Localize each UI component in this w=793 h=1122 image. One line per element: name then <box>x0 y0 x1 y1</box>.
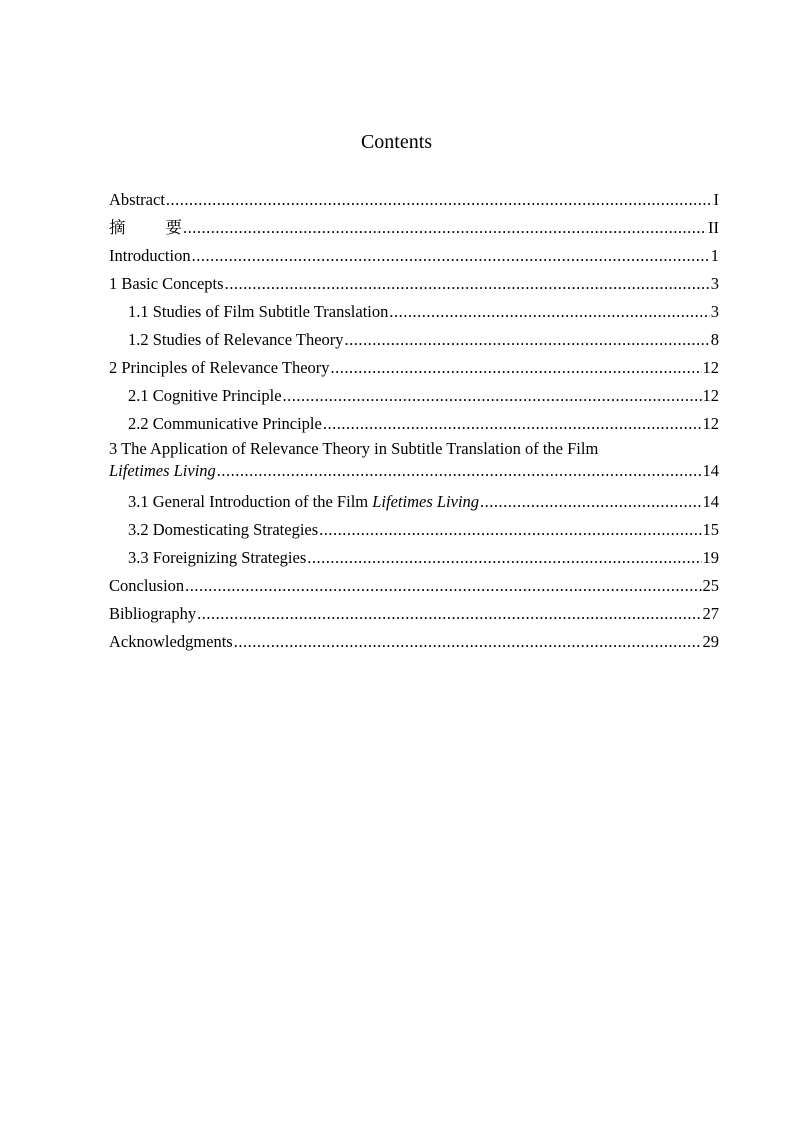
toc-entry-section-1-2[interactable] <box>109 326 719 354</box>
toc-entry-label: Abstract <box>109 190 165 209</box>
toc-entry-section-3-3[interactable] <box>109 544 719 572</box>
toc-entry-chapter-3[interactable] <box>109 438 719 482</box>
toc-entry-label: Conclusion <box>109 576 185 595</box>
toc-entry-label <box>109 214 182 242</box>
toc-entry-label: 2 Principles of Relevance Theory <box>109 358 330 377</box>
toc-entry-label: 3.2 Domesticating Strategies <box>128 520 319 539</box>
toc-entry-section-3-1[interactable] <box>109 488 719 516</box>
toc-page-number: 15 <box>702 520 719 539</box>
dot-leader <box>185 572 701 600</box>
toc-page-number: I <box>713 190 719 209</box>
table-of-contents <box>109 186 719 656</box>
toc-entry-chapter-2[interactable] <box>109 354 719 382</box>
toc-entry-acknowledgments[interactable] <box>109 628 719 656</box>
toc-entry-label: 2.2 Communicative Principle <box>128 414 322 433</box>
dot-leader <box>217 460 702 482</box>
toc-entry-label: Bibliography <box>109 604 197 623</box>
toc-page-number: 12 <box>702 414 719 433</box>
toc-entry-label: 1.2 Studies of Relevance Theory <box>128 330 344 349</box>
dot-leader <box>307 544 701 572</box>
toc-entry-continuation <box>109 460 719 482</box>
toc-page-number: 14 <box>702 492 719 511</box>
toc-entry-section-2-2[interactable] <box>109 410 719 438</box>
toc-entry-section-3-2[interactable] <box>109 516 719 544</box>
dot-leader <box>183 214 707 242</box>
toc-entry-introduction[interactable] <box>109 242 719 270</box>
toc-entry-label: Acknowledgments <box>109 632 233 651</box>
dot-leader <box>345 326 710 354</box>
toc-entry-chinese-abstract[interactable] <box>109 214 719 242</box>
toc-page-number: 19 <box>702 548 719 567</box>
toc-entry-label: 3.3 Foreignizing Strategies <box>128 548 307 567</box>
toc-entry-label-part: 摘 <box>109 218 126 237</box>
dot-leader <box>323 410 702 438</box>
toc-entry-label: 3 The Application of Relevance Theory in Subtitle Translation of the Film <box>109 439 599 458</box>
toc-entry-conclusion[interactable] <box>109 572 719 600</box>
toc-entry-bibliography[interactable] <box>109 600 719 628</box>
dot-leader <box>225 270 710 298</box>
toc-page-number: II <box>708 218 719 237</box>
dot-leader <box>331 354 702 382</box>
dot-leader <box>319 516 701 544</box>
toc-page-number: 12 <box>702 386 719 405</box>
toc-page-number: 12 <box>702 358 719 377</box>
toc-entry-label-part: 要 <box>165 218 182 237</box>
toc-page-number: 27 <box>702 604 719 623</box>
toc-entry-label: 1 Basic Concepts <box>109 274 224 293</box>
toc-entry-chapter-1[interactable] <box>109 270 719 298</box>
toc-entry-label: Introduction <box>109 246 191 265</box>
toc-page-number: 1 <box>710 246 719 265</box>
toc-entry-label: 3.1 General Introduction of the Film Lifetimes Living <box>128 492 480 511</box>
dot-leader <box>197 600 701 628</box>
toc-page-number: 8 <box>710 330 719 349</box>
toc-page-number: 3 <box>710 274 719 293</box>
dot-leader <box>234 628 702 656</box>
toc-entry-label: 1.1 Studies of Film Subtitle Translation <box>128 302 389 321</box>
toc-entry-section-2-1[interactable] <box>109 382 719 410</box>
dot-leader <box>166 186 713 214</box>
page-title: Contents <box>360 131 433 153</box>
toc-page-number: 3 <box>710 302 719 321</box>
toc-entry-abstract[interactable] <box>109 186 719 214</box>
toc-entry-label-italic: Lifetimes Living <box>109 461 216 480</box>
toc-page-number: 29 <box>702 632 719 651</box>
dot-leader <box>192 242 710 270</box>
dot-leader <box>389 298 709 326</box>
toc-entry-section-1-1[interactable] <box>109 298 719 326</box>
toc-page-number: 25 <box>702 576 719 595</box>
dot-leader <box>283 382 702 410</box>
dot-leader <box>480 488 701 516</box>
toc-entry-label: 2.1 Cognitive Principle <box>128 386 282 405</box>
toc-page-number: 14 <box>702 461 719 480</box>
